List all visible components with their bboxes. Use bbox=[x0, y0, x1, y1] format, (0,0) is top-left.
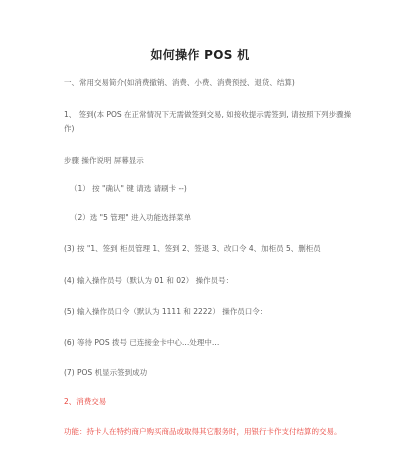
section-heading-common-transactions: 一、常用交易简介(如消费撤销、消费、小费、消费预授、退货、结算) bbox=[64, 78, 295, 87]
step-3: (3) 按 "1、签到 柜员管理 1、签到 2、签退 3、改口令 4、加柜员 5、删柜员 bbox=[64, 244, 321, 253]
paragraph-purchase-function: 功能：持卡人在特约商户购买商品或取得其它服务时，用银行卡作支付结算的交易。 bbox=[64, 427, 342, 436]
paragraph-sign-in: 1、 签到(本 POS 在正常情况下无需做签到交易, 如接收提示需签到, 请按照下列步骤操作) bbox=[64, 110, 352, 133]
step-7: (7) POS 机显示签到成功 bbox=[64, 368, 148, 377]
step-6: (6) 等待 POS 拨号 已连接金卡中心…处理中… bbox=[64, 338, 220, 347]
section-heading-purchase: 2、消费交易 bbox=[64, 397, 107, 406]
step-1: （1） 按 "确认" 键 请选 请刷卡 --) bbox=[70, 184, 187, 193]
step-5: (5) 输入操作员口令（默认为 1111 和 2222） 操作员口令： bbox=[64, 307, 268, 316]
steps-header: 步骤 操作说明 屏幕显示 bbox=[64, 156, 144, 165]
step-2: （2）选 "5 管理" 进入功能选择菜单 bbox=[70, 213, 192, 222]
step-4: (4) 输入操作员号（默认为 01 和 02） 操作员号： bbox=[64, 276, 234, 285]
document-title: 如何操作 POS 机 bbox=[150, 48, 250, 62]
